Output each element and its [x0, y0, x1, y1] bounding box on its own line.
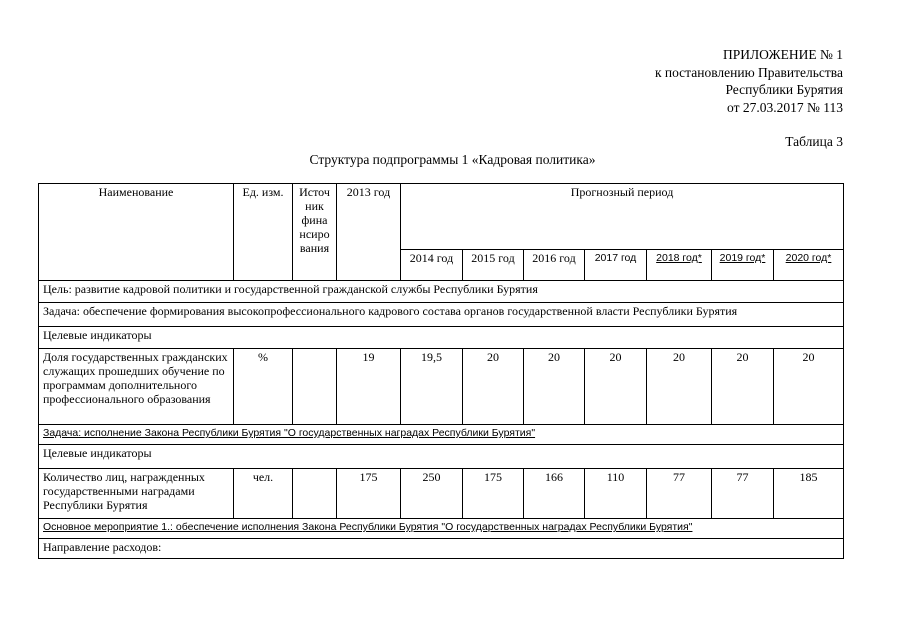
goal-row	[39, 281, 844, 303]
goal-text: Цель: развитие кадровой политики и государственной гражданской службы Республики Бурятия	[39, 281, 844, 303]
indicator-2013: 19	[337, 349, 401, 425]
table-number: Таблица 3	[785, 134, 843, 149]
appendix-line: Республики Бурятия	[725, 82, 843, 97]
indicator-name: Количество лиц, награжденных государственными наградами Республики Бурятия	[39, 469, 234, 519]
indicator-2017: 20	[585, 349, 647, 425]
indicator-2020: 185	[774, 469, 844, 519]
indicator-2017: 110	[585, 469, 647, 519]
header-row	[39, 184, 844, 250]
indicator-2020: 20	[774, 349, 844, 425]
table-row	[39, 349, 844, 425]
expenses-row	[39, 539, 844, 559]
task-text: Задача: исполнение Закона Республики Бурятия "О государственных наградах Республики Бурятия"	[39, 425, 844, 445]
appendix-line: к постановлению Правительства	[654, 64, 843, 80]
indicator-2016: 20	[524, 349, 585, 425]
indicator-2019: 77	[712, 469, 774, 519]
header-forecast: Прогнозный период	[401, 184, 844, 250]
indicator-2015: 20	[463, 349, 524, 425]
header-2013: 2013 год	[337, 184, 401, 281]
indicators-label: Целевые индикаторы	[39, 327, 844, 349]
indicator-2018: 77	[647, 469, 712, 519]
appendix-block	[655, 46, 843, 116]
indicators-row	[39, 445, 844, 469]
header-year-2017: 2017 год	[585, 250, 647, 281]
header-name: Наименование	[39, 184, 234, 281]
subprogram-structure-table	[38, 183, 844, 559]
document-title: Структура подпрограммы 1 «Кадровая политика»	[309, 152, 596, 167]
task-text: Задача: обеспечение формирования высокопрофессионального кадрового состава органов государственной власти Республики Бурятия	[39, 303, 844, 327]
indicators-row	[39, 327, 844, 349]
indicator-2013: 175	[337, 469, 401, 519]
measure-row	[39, 519, 844, 539]
expenses-label: Направление расходов:	[39, 539, 844, 559]
indicator-2014: 250	[401, 469, 463, 519]
task-row	[39, 425, 844, 445]
header-year-2016: 2016 год	[524, 250, 585, 281]
indicator-2014: 19,5	[401, 349, 463, 425]
task-row	[39, 303, 844, 327]
appendix-line: ПРИЛОЖЕНИЕ № 1	[722, 47, 843, 62]
header-year-2014: 2014 год	[401, 250, 463, 281]
indicators-label: Целевые индикаторы	[39, 445, 844, 469]
indicator-2019: 20	[712, 349, 774, 425]
indicator-source	[293, 349, 337, 425]
indicator-source	[293, 469, 337, 519]
indicator-unit: %	[234, 349, 293, 425]
header-unit: Ед. изм.	[234, 184, 293, 281]
indicator-2018: 20	[647, 349, 712, 425]
measure-text: Основное мероприятие 1.: обеспечение исполнения Закона Республики Бурятия "О государственных наградах Республики Бурятия"	[39, 519, 844, 539]
header-year-2015: 2015 год	[463, 250, 524, 281]
header-source: Источ ник фина нсиро вания	[293, 184, 337, 281]
indicator-2015: 175	[463, 469, 524, 519]
indicator-unit: чел.	[234, 469, 293, 519]
appendix-line: от 27.03.2017 № 113	[727, 99, 843, 115]
header-year-2020: 2020 год*	[774, 250, 844, 281]
indicator-2016: 166	[524, 469, 585, 519]
table-row	[39, 469, 844, 519]
indicator-name: Доля государственных гражданских служащих прошедших обучение по программам дополнительного профессионального образования	[39, 349, 234, 425]
header-year-2018: 2018 год*	[647, 250, 712, 281]
header-year-2019: 2019 год*	[712, 250, 774, 281]
